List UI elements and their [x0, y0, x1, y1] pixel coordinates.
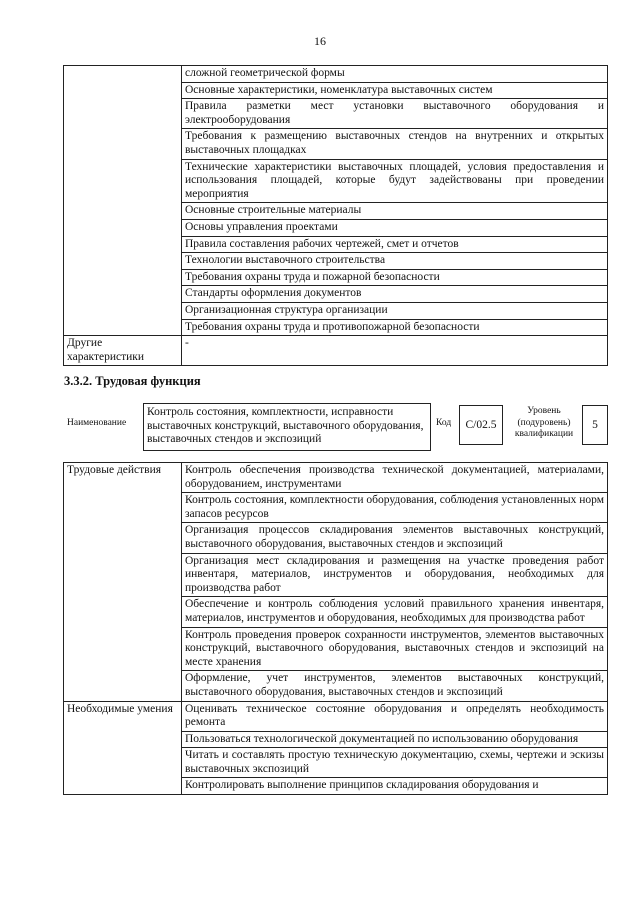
table-cell: Контролировать выполнение принципов складирования оборудования и [182, 778, 608, 795]
name-label: Наименование [67, 418, 127, 428]
table-cell: Организационная структура организации [182, 302, 608, 319]
table-cell: Контроль состояния, комплектности оборудования, соблюдения установленных норм запасов ресурсов [182, 493, 608, 523]
table-cell: Основные строительные материалы [182, 203, 608, 220]
other-characteristics-value: - [182, 336, 608, 366]
table-cell: Обеспечение и контроль соблюдения условий правильного хранения инвентаря, материалов, инструментов и оборудования, необходимых для производства работ [182, 597, 608, 627]
table-cell: Контроль обеспечения производства технической документацией, материалами, оборудованием, инструментами [182, 463, 608, 493]
knowledge-label-cell [64, 66, 182, 336]
table-cell: Основы управления проектами [182, 219, 608, 236]
table-cell: Контроль проведения проверок сохранности инструментов, элементов выставочных конструкций, выставочного оборудования, выставочных стендов и экспозиций на месте хранения [182, 627, 608, 671]
table-cell: Технические характеристики выставочных площадей, условия предоставления и использования площадей, которые будут задействованы при проведении мероприятия [182, 159, 608, 203]
table-cell: Технологии выставочного строительства [182, 253, 608, 270]
function-code-box: C/02.5 [459, 405, 503, 445]
table-cell: Оформление, учет инструментов, элементов выставочных конструкций, выставочного оборудования, выставочных стендов и экспозиций [182, 671, 608, 701]
table-cell: Стандарты оформления документов [182, 286, 608, 303]
table-cell: Требования к размещению выставочных стендов на внутренних и открытых выставочных площадках [182, 129, 608, 159]
function-name-box: Контроль состояния, комплектности, исправности выставочных конструкций, выставочного оборудования, выставочных стендов и экспозиций [143, 403, 431, 451]
table-row [64, 463, 608, 493]
table-cell: Требования охраны труда и пожарной безопасности [182, 269, 608, 286]
table-cell: Организация мест складирования и размещения на участке проведения работ инвентаря, материалов, инструментов и оборудования, необходимых для производства работ [182, 553, 608, 597]
table-cell: Требования охраны труда и противопожарной безопасности [182, 319, 608, 336]
knowledge-table [63, 65, 608, 366]
labor-function-table [63, 462, 608, 795]
table-row [64, 336, 608, 366]
table-cell: Читать и составлять простую техническую документацию, схемы, чертежи и эскизы выставочных экспозиций [182, 748, 608, 778]
other-characteristics-label: Другие характеристики [64, 336, 182, 366]
table-row [64, 701, 608, 731]
table-cell: Правила составления рабочих чертежей, смет и отчетов [182, 236, 608, 253]
labor-actions-label: Трудовые действия [64, 463, 182, 702]
table-cell: сложной геометрической формы [182, 66, 608, 83]
table-cell: Основные характеристики, номенклатура выставочных систем [182, 82, 608, 99]
required-skills-label: Необходимые умения [64, 701, 182, 795]
table-cell: Оценивать техническое состояние оборудования и определять необходимость ремонта [182, 701, 608, 731]
page-number: 16 [314, 34, 326, 48]
section-heading: 3.3.2. Трудовая функция [64, 374, 201, 388]
table-row [64, 66, 608, 83]
level-label: Уровень (подуровень) квалификации [514, 406, 574, 439]
table-cell: Пользоваться технологической документацией по использованию оборудования [182, 731, 608, 748]
code-label: Код [436, 418, 452, 428]
qualification-level-box: 5 [582, 405, 608, 445]
table-cell: Организация процессов складирования элементов выставочных конструкций, выставочного оборудования, выставочных стендов и экспозиций [182, 523, 608, 553]
table-cell: Правила разметки мест установки выставочного оборудования и электрооборудования [182, 99, 608, 129]
